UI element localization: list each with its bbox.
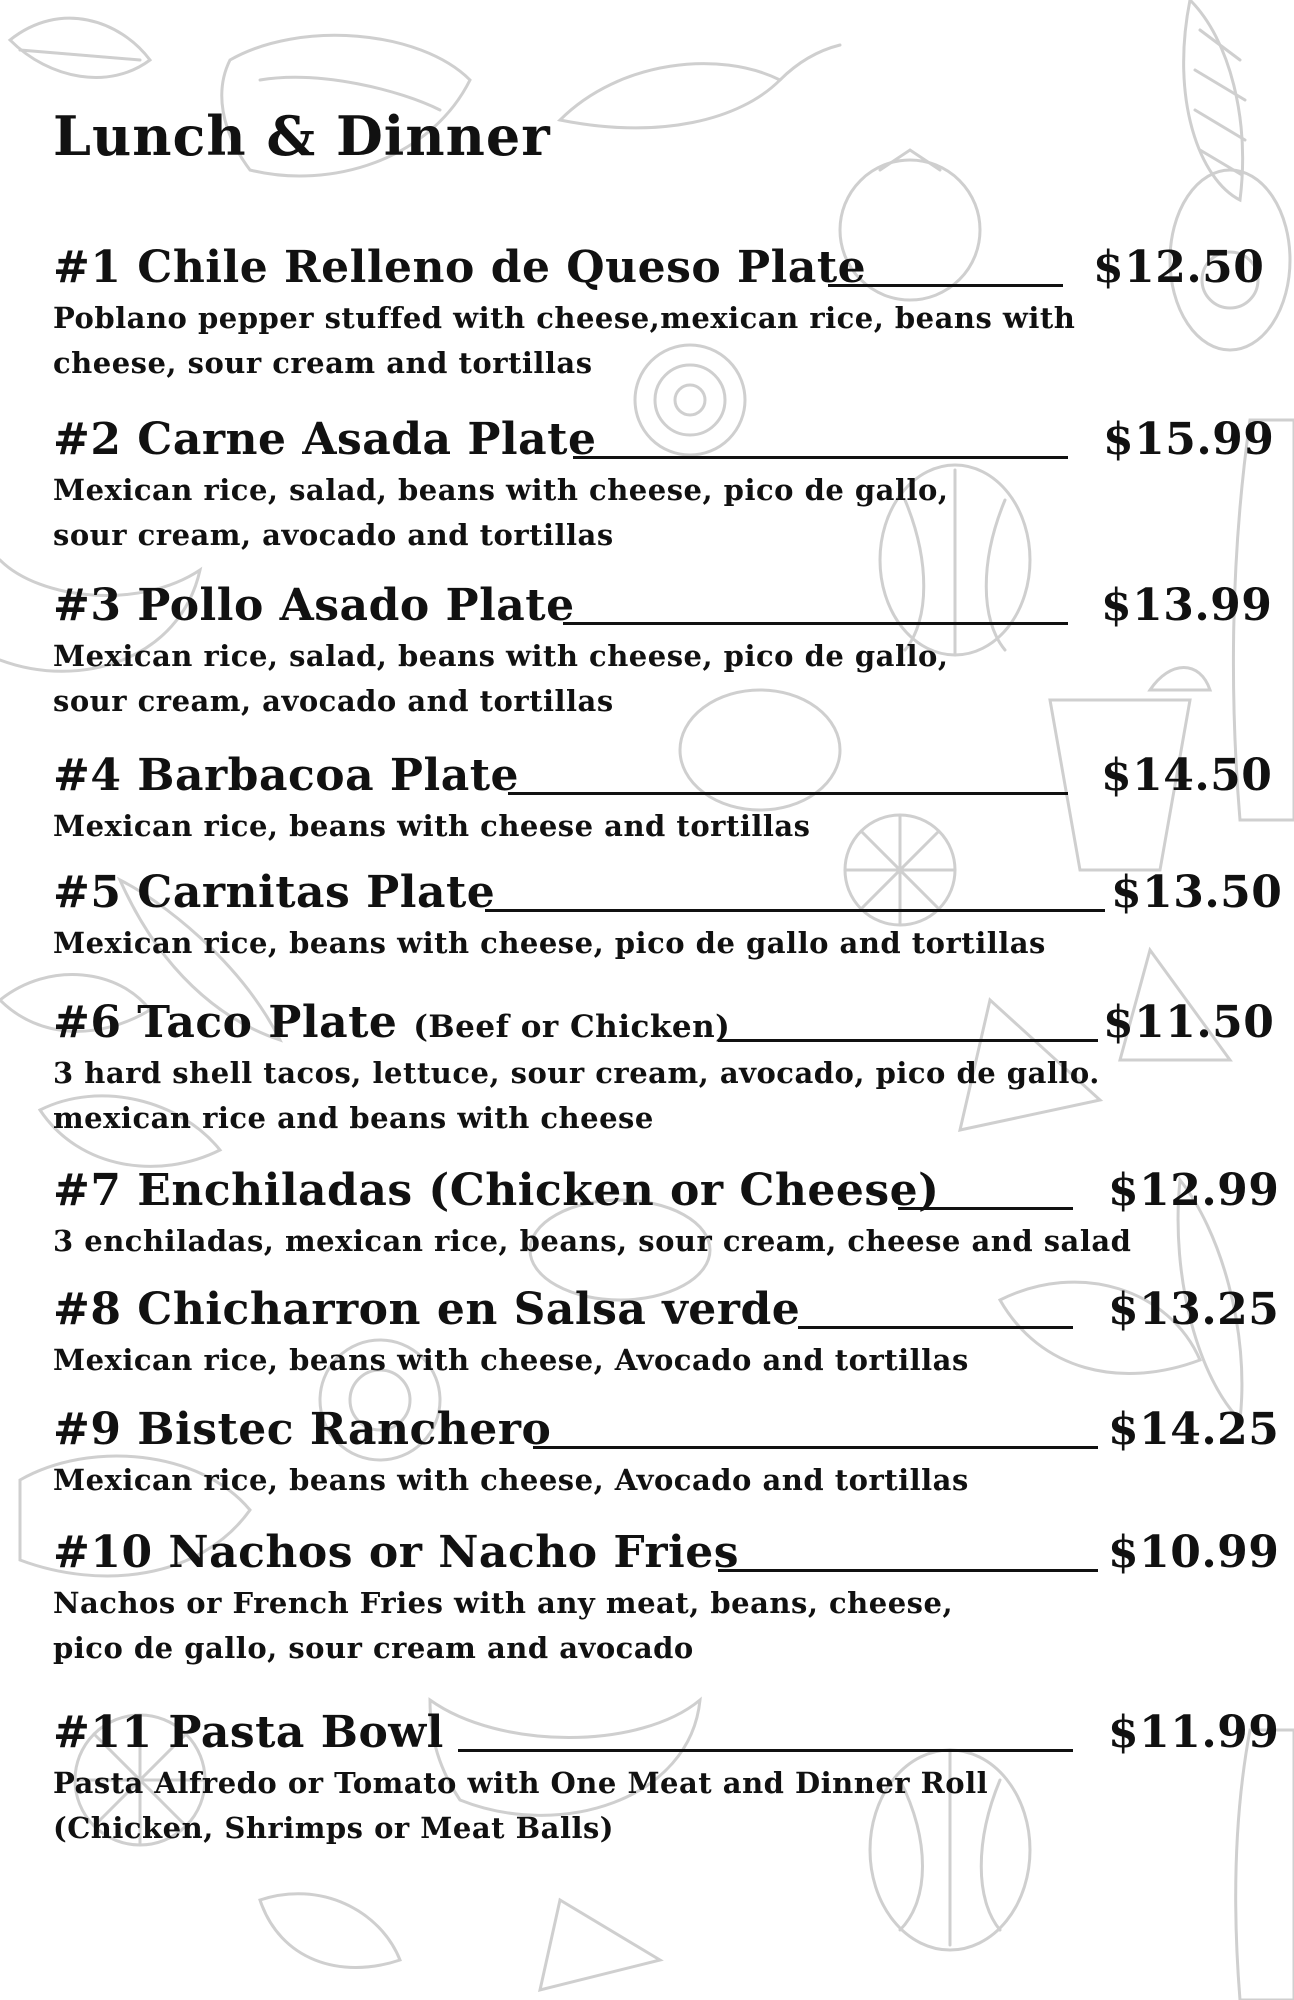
- menu-item-name: #9 Bistec Ranchero: [53, 1404, 552, 1455]
- menu-item-header: [53, 748, 1273, 804]
- menu-item-price: $13.25: [1108, 1284, 1280, 1335]
- menu-item-description: Mexican rice, beans with cheese, Avocado and tortillas: [53, 1343, 969, 1377]
- menu-item-header: [53, 1402, 1280, 1458]
- menu-item-header: [53, 1282, 1280, 1338]
- menu-item-description: Mexican rice, beans with cheese, Avocado and tortillas: [53, 1463, 969, 1497]
- menu-item-description: Poblano pepper stuffed with cheese,mexican rice, beans with cheese, sour cream and tortillas: [53, 301, 1076, 380]
- menu-item-name: [53, 995, 730, 1055]
- menu-item-header: [53, 1525, 1280, 1581]
- menu-item-11: [53, 1705, 1280, 1851]
- menu-item-header: [53, 412, 1275, 468]
- menu-item-description: 3 hard shell tacos, lettuce, sour cream, avocado, pico de gallo. mexican rice and beans with cheese: [53, 1056, 1100, 1135]
- menu-item-name: #8 Chicharron en Salsa verde: [53, 1284, 801, 1335]
- menu-item-description: Mexican rice, beans with cheese and tortillas: [53, 809, 811, 843]
- leader-line: [828, 284, 1063, 287]
- leader-line: [563, 622, 1068, 625]
- menu-item-price: $14.25: [1108, 1404, 1280, 1455]
- menu-item-price: $12.50: [1093, 242, 1265, 293]
- leader-line: [718, 1039, 1098, 1042]
- menu-item-header: [53, 1705, 1280, 1761]
- menu-item-header: [53, 578, 1273, 634]
- menu-item-9: [53, 1402, 1280, 1503]
- menu-item-description: Mexican rice, salad, beans with cheese, pico de gallo, sour cream, avocado and tortillas: [53, 639, 949, 718]
- menu-item-6: [53, 995, 1275, 1141]
- menu-item-7: [53, 1163, 1280, 1264]
- leader-line: [533, 1446, 1098, 1449]
- leader-line: [798, 1326, 1073, 1329]
- menu-item-name: #3 Pollo Asado Plate: [53, 580, 575, 631]
- menu-item-header: [53, 1163, 1280, 1219]
- menu-item-2: [53, 412, 1275, 558]
- menu-title: Lunch & Dinner: [53, 104, 551, 168]
- menu-item-description: 3 enchiladas, mexican rice, beans, sour cream, cheese and salad: [53, 1224, 1132, 1258]
- menu-item-name: #4 Barbacoa Plate: [53, 750, 520, 801]
- menu-item-price: $12.99: [1108, 1165, 1280, 1216]
- menu-item-price: $11.50: [1103, 997, 1275, 1048]
- menu-item-price: $15.99: [1103, 414, 1275, 465]
- menu-item-4: [53, 748, 1273, 849]
- menu-item-10: [53, 1525, 1280, 1671]
- menu-item-price: $11.99: [1108, 1707, 1280, 1758]
- menu-item-price: $13.99: [1101, 580, 1273, 631]
- leader-line: [458, 1749, 1073, 1752]
- menu-item-name-text: #6 Taco Plate: [53, 997, 398, 1048]
- menu-item-description: Mexican rice, salad, beans with cheese, pico de gallo, sour cream, avocado and tortillas: [53, 473, 949, 552]
- menu-item-header: [53, 995, 1275, 1051]
- menu-item-header: [53, 240, 1265, 296]
- menu-item-5: [53, 865, 1283, 966]
- menu-item-name: #2 Carne Asada Plate: [53, 414, 597, 465]
- menu-item-description: Pasta Alfredo or Tomato with One Meat and Dinner Roll (Chicken, Shrimps or Meat Balls): [53, 1766, 989, 1845]
- menu-item-name: #10 Nachos or Nacho Fries: [53, 1527, 740, 1578]
- menu-item-note: (Beef or Chicken): [413, 1009, 731, 1045]
- menu-item-1: [53, 240, 1265, 386]
- menu-item-3: [53, 578, 1273, 724]
- leader-line: [718, 1569, 1098, 1572]
- menu-item-price: $14.50: [1101, 750, 1273, 801]
- menu-item-description: Mexican rice, beans with cheese, pico de gallo and tortillas: [53, 926, 1046, 960]
- menu-item-description: Nachos or French Fries with any meat, beans, cheese, pico de gallo, sour cream and avocado: [53, 1586, 954, 1665]
- leader-line: [485, 909, 1105, 912]
- leader-line: [898, 1207, 1073, 1210]
- menu-item-price: $13.50: [1111, 867, 1283, 918]
- menu-item-name: #7 Enchiladas (Chicken or Cheese): [53, 1165, 940, 1216]
- menu-item-name: #5 Carnitas Plate: [53, 867, 496, 918]
- menu-item-header: [53, 865, 1283, 921]
- menu-item-8: [53, 1282, 1280, 1383]
- leader-line: [508, 792, 1068, 795]
- menu-item-name: #1 Chile Relleno de Queso Plate: [53, 242, 867, 293]
- menu-item-price: $10.99: [1108, 1527, 1280, 1578]
- leader-line: [573, 456, 1068, 459]
- menu-item-name: #11 Pasta Bowl: [53, 1707, 444, 1758]
